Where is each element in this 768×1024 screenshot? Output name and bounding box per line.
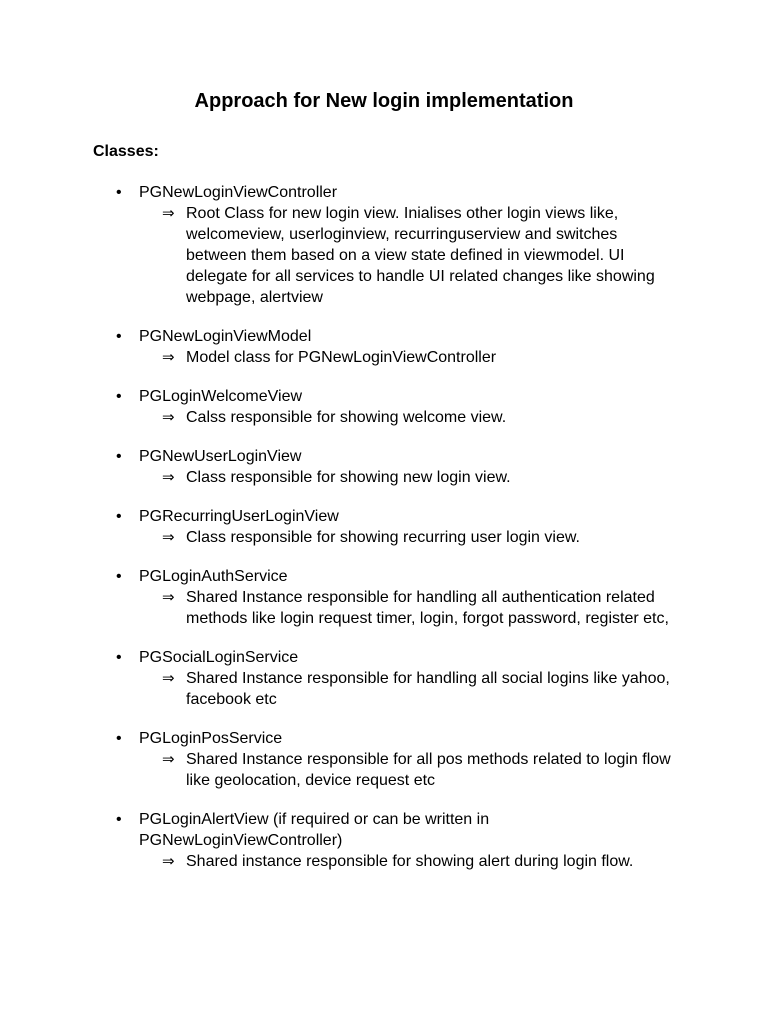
list-item — [0, 728, 768, 791]
double-arrow-icon: ⇒ — [162, 469, 175, 486]
class-description — [162, 467, 681, 488]
class-description — [162, 668, 681, 710]
double-arrow-icon: ⇒ — [162, 349, 175, 366]
double-arrow-icon: ⇒ — [162, 409, 175, 426]
bullet-icon: • — [116, 448, 122, 465]
class-name: PGRecurringUserLoginView — [139, 508, 339, 525]
class-list — [0, 182, 768, 890]
class-description — [162, 407, 681, 428]
class-name: PGLoginAuthService — [139, 568, 288, 585]
class-name: PGLoginPosService — [139, 730, 283, 747]
class-name: PGNewLoginViewController — [139, 184, 338, 201]
list-item — [0, 182, 768, 308]
class-description-text: Calss responsible for showing welcome view. — [186, 409, 507, 426]
double-arrow-icon: ⇒ — [162, 751, 175, 768]
class-description — [162, 527, 681, 548]
double-arrow-icon: ⇒ — [162, 205, 175, 222]
list-item — [0, 566, 768, 629]
class-description-text: Root Class for new login view. Inialises other login views like, welcomeview, userloginview, recurringuserview and switches between them based on a view state defined in viewmodel. UI delegate for all services to handle UI related changes like showing webpage, alertview — [186, 205, 655, 306]
double-arrow-icon: ⇒ — [162, 853, 175, 870]
class-description-text: Shared Instance responsible for handling all authentication related methods like login request timer, login, forgot password, register etc, — [186, 589, 669, 627]
class-name: PGNewUserLoginView — [139, 448, 302, 465]
class-description — [162, 203, 681, 308]
class-description — [162, 851, 681, 872]
bullet-icon: • — [116, 328, 122, 345]
class-description-text: Model class for PGNewLoginViewController — [186, 349, 497, 366]
bullet-icon: • — [116, 730, 122, 747]
list-item — [0, 326, 768, 368]
document-title: Approach for New login implementation — [194, 90, 574, 112]
list-item — [0, 446, 768, 488]
section-heading-classes: Classes: — [93, 143, 159, 160]
bullet-icon: • — [116, 184, 122, 201]
class-description-text: Class responsible for showing new login view. — [186, 469, 511, 486]
list-item — [0, 809, 768, 872]
list-item — [0, 506, 768, 548]
bullet-icon: • — [116, 649, 122, 666]
list-item — [0, 386, 768, 428]
class-description-text: Shared Instance responsible for all pos methods related to login flow like geolocation, device request etc — [186, 751, 671, 789]
double-arrow-icon: ⇒ — [162, 529, 175, 546]
class-name: PGSocialLoginService — [139, 649, 299, 666]
bullet-icon: • — [116, 811, 122, 828]
double-arrow-icon: ⇒ — [162, 670, 175, 687]
class-name: PGLoginWelcomeView — [139, 388, 303, 405]
class-name: PGLoginAlertView (if required or can be written in PGNewLoginViewController) — [139, 811, 490, 849]
class-description — [162, 749, 681, 791]
bullet-icon: • — [116, 388, 122, 405]
class-description-text: Class responsible for showing recurring user login view. — [186, 529, 580, 546]
double-arrow-icon: ⇒ — [162, 589, 175, 606]
bullet-icon: • — [116, 568, 122, 585]
class-description-text: Shared instance responsible for showing alert during login flow. — [186, 853, 634, 870]
class-description — [162, 587, 681, 629]
class-description-text: Shared Instance responsible for handling all social logins like yahoo, facebook etc — [186, 670, 670, 708]
list-item — [0, 647, 768, 710]
class-description — [162, 347, 681, 368]
class-name: PGNewLoginViewModel — [139, 328, 312, 345]
bullet-icon: • — [116, 508, 122, 525]
